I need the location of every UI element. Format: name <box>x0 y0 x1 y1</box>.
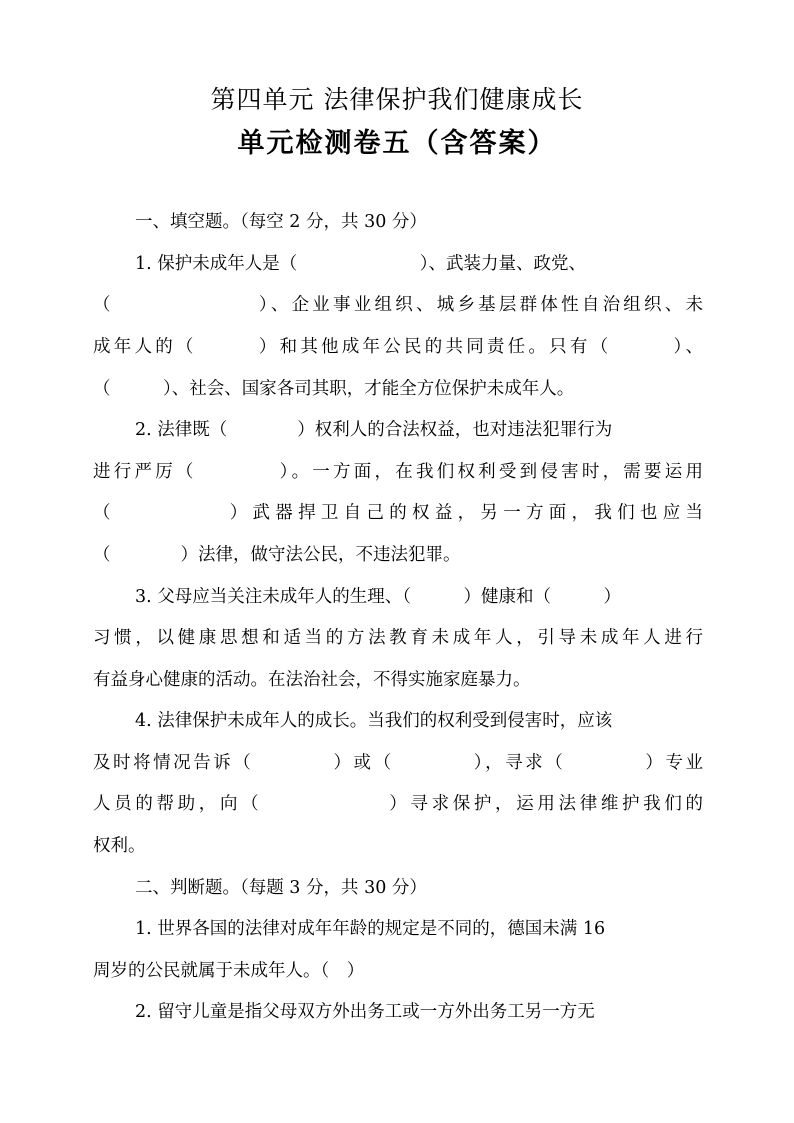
question-line: 及时将情况告诉（ ）或（ ），寻求（ ）专业 <box>93 753 703 773</box>
question-line: 进行严厉（ ）。一方面，在我们权利受到侵害时，需要运用 <box>93 462 703 482</box>
question-line: （ ）武器捍卫自己的权益，另一方面，我们也应当 <box>93 503 703 523</box>
question-line: 2. 法律既（ ）权利人的合法权益，也对违法犯罪行为 <box>135 420 613 440</box>
question-line: 3. 父母应当关注未成年人的生理、（ ）健康和（ ） <box>135 587 622 607</box>
question-line: 4. 法律保护未成年人的成长。当我们的权利受到侵害时，应该 <box>135 711 613 731</box>
question-line: （ ）、社会、国家各司其职，才能全方位保护未成年人。 <box>93 379 575 399</box>
question-line: 权利。 <box>93 836 146 856</box>
question-line: 1. 世界各国的法律对成年年龄的规定是不同的，德国未满 16 <box>135 919 606 939</box>
question-line: 周岁的公民就属于未成年人。（ ） <box>93 961 365 981</box>
question-line: （ ）法律，做守法公民，不违法犯罪。 <box>93 545 461 565</box>
question-line: 成年人的（ ）和其他成年公民的共同责任。只有（ ）、 <box>93 337 703 357</box>
document-title: 第四单元 法律保护我们健康成长 <box>210 85 584 114</box>
section-heading-fill-blank: 一、填空题。（每空 2 分，共 30 分） <box>135 212 427 232</box>
question-line: 2. 留守儿童是指父母双方外出务工或一方外出务工另一方无 <box>135 1002 595 1022</box>
document-subtitle: 单元检测卷五（含答案） <box>237 128 557 159</box>
question-line: 1. 保护未成年人是（ ）、武装力量、政党、 <box>135 254 587 274</box>
question-line: （ ）、企业事业组织、城乡基层群体性自治组织、未 <box>93 295 703 315</box>
question-line: 有益身心健康的活动。在法治社会，不得实施家庭暴力。 <box>93 670 531 690</box>
section-heading-true-false: 二、判断题。（每题 3 分，共 30 分） <box>135 878 427 898</box>
question-line: 习惯，以健康思想和适当的方法教育未成年人，引导未成年人进行 <box>93 628 703 648</box>
question-line: 人员的帮助，向（ ）寻求保护，运用法律维护我们的 <box>93 794 703 814</box>
